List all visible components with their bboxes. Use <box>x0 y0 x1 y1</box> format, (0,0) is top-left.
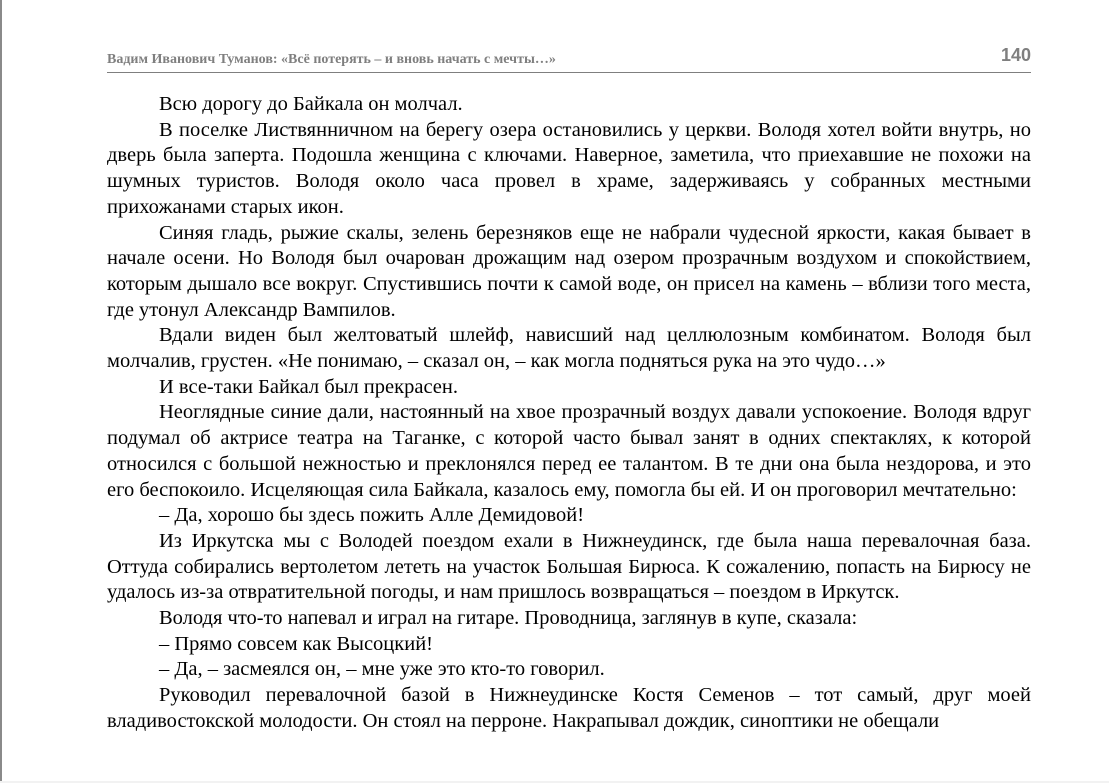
page-number: 140 <box>1000 45 1031 65</box>
paragraph: В поселке Листвянничном на берегу озера остановились у церкви. Володя хотел войти внутрь, но дверь была заперта. Подошла женщина с ключами. Наверное, заметила, что приехавшие не похожи на шумных туристов. Володя около часа провел в храме, задерживаясь у собранных местными прихожанами старых икон. <box>107 118 1031 218</box>
paragraph: Синяя гладь, рыжие скалы, зелень березняков еще не набрали чудесной яркости, какая бывает в начале осени. Но Володя был очарован дрожащим над озером прозрачным воздухом и спокойствием, которым дышало все вокруг. Спустившись почти к самой воде, он присел на камень – вблизи того места, где утонул Александр Вампилов. <box>107 221 1031 321</box>
paragraph: Руководил перевалочной базой в Нижнеудинске Костя Семенов – тот самый, друг моей владивостокской молодости. Он стоял на перроне. Накрапывал дождик, синоптики не обещали <box>107 684 1031 732</box>
body-text <box>107 92 1031 735</box>
paragraph: – Да, – засмеялся он, – мне уже это кто-то говорил. <box>159 658 605 681</box>
header-title: Вадим Иванович Туманов: «Всё потерять – и вновь начать с мечты…» <box>107 52 556 67</box>
paragraph: – Прямо совсем как Высоцкий! <box>159 632 433 655</box>
paragraph: Вдали виден был желтоватый шлейф, нависший над целлюлозным комбинатом. Володя был молчалив, грустен. «Не понимаю, – сказал он, – как могла подняться рука на это чудо…» <box>107 324 1031 373</box>
paragraph: Володя что-то напевал и играл на гитаре. Проводница, заглянув в купе, сказала: <box>159 607 858 630</box>
paragraph: – Да, хорошо бы здесь пожить Алле Демидовой! <box>159 504 585 527</box>
running-header <box>107 44 1031 73</box>
paragraph: Неоглядные синие дали, настоянный на хвое прозрачный воздух давали успокоение. Володя вдруг подумал об актрисе театра на Таганке, с которой часто бывал занят в одних спектаклях, к которой относился с большой нежностью и преклонялся перед ее талантом. В те дни она была нездорова, и это его беспокоило. Исцеляющая сила Байкала, казалось ему, помогла бы ей. И он проговорил мечтательно: <box>107 401 1031 501</box>
paragraph: Всю дорогу до Байкала он молчал. <box>159 93 463 115</box>
document-page <box>107 0 1031 783</box>
paragraph: Из Иркутска мы с Володей поездом ехали в Нижнеудинск, где была наша перевалочная база. Оттуда собирались вертолетом лететь на участок Большая Бирюса. К сожалению, попасть на Бирюсу не удалось из-за отвратительной погоды, и нам пришлось возвращаться – поездом в Иркутск. <box>107 529 1031 604</box>
window-left-border <box>0 0 2 783</box>
paragraph: И все-таки Байкал был прекрасен. <box>159 375 458 398</box>
